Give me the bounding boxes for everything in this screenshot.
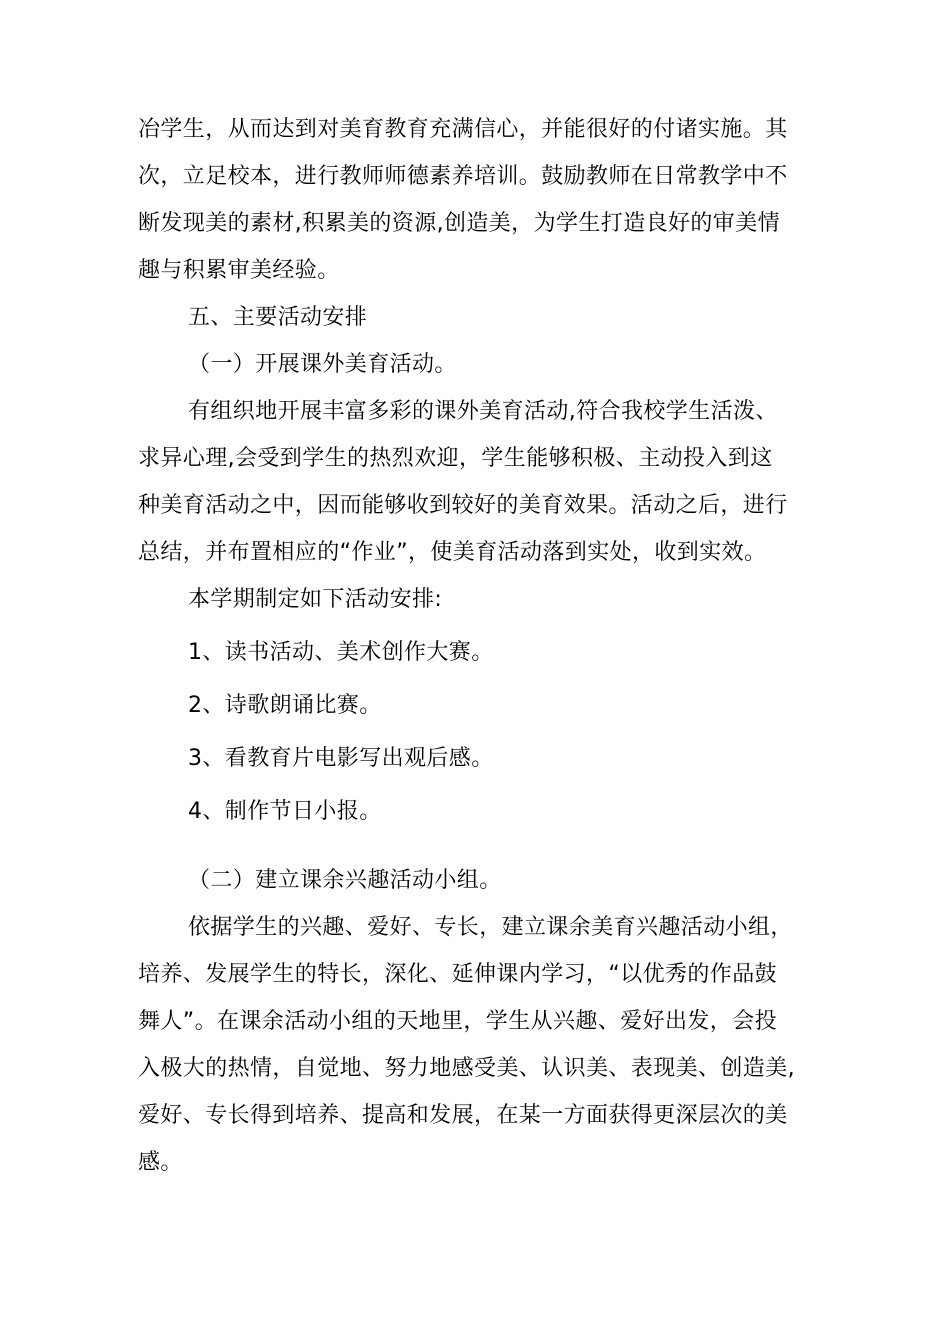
paragraph-line: 次，立足校本，进行教师师德素养培训。鼓励教师在日常教学中不 xyxy=(138,164,788,189)
plan-intro: 本学期制定如下活动安排: xyxy=(188,587,443,612)
paragraph-line: 断发现美的素材,积累美的资源,创造美，为学生打造良好的审美情 xyxy=(138,211,780,236)
paragraph-line: 培养、发展学生的特长，深化、延伸课内学习，“以优秀的作品鼓 xyxy=(138,962,777,987)
paragraph-line: 依据学生的兴趣、爱好、专长，建立课余美育兴趣活动小组， xyxy=(188,915,793,940)
section-heading: 五、主要活动安排 xyxy=(188,305,368,330)
paragraph-line: 总结，并布置相应的“作业”，使美育活动落到实处，收到实效。 xyxy=(138,540,767,565)
paragraph-line: 求异心理,会受到学生的热烈欢迎，学生能够积极、主动投入到这 xyxy=(138,446,773,471)
paragraph-line: 种美育活动之中，因而能够收到较好的美育效果。活动之后，进行 xyxy=(138,493,788,518)
list-item: 4、制作节日小报。 xyxy=(188,799,382,824)
subsection-heading: （一）开展课外美育活动。 xyxy=(188,352,457,377)
paragraph-line: 舞人”。在课余活动小组的天地里，学生从兴趣、爱好出发，会投 xyxy=(138,1009,777,1034)
paragraph-line: 爱好、专长得到培养、提高和发展，在某一方面获得更深层次的美 xyxy=(138,1103,788,1128)
paragraph-line: 趣与积累审美经验。 xyxy=(138,258,340,283)
paragraph-line: 冶学生，从而达到对美育教育充满信心，并能很好的付诸实施。其 xyxy=(138,117,788,142)
subsection-heading: （二）建立课余兴趣活动小组。 xyxy=(188,868,502,893)
list-item: 1、读书活动、美术创作大赛。 xyxy=(188,640,494,665)
paragraph-line: 入极大的热情，自觉地、努力地感受美、认识美、表现美、创造美, xyxy=(138,1056,795,1081)
paragraph-line: 感。 xyxy=(138,1150,183,1175)
list-item: 2、诗歌朗诵比赛。 xyxy=(188,693,382,718)
paragraph-line: 有组织地开展丰富多彩的课外美育活动,符合我校学生活泼、 xyxy=(188,399,778,424)
list-item: 3、看教育片电影写出观后感。 xyxy=(188,746,494,771)
